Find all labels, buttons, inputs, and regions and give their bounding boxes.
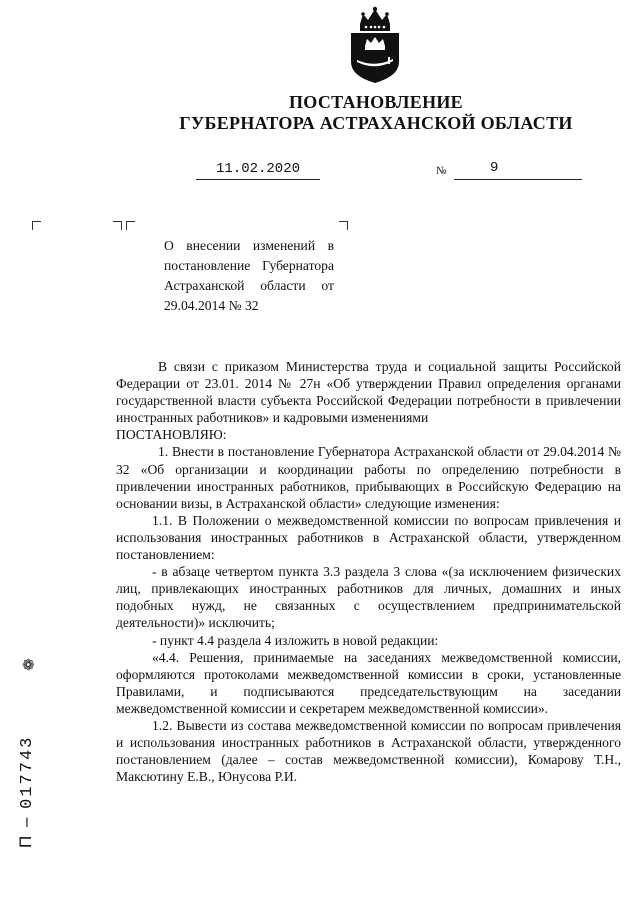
resolve-heading: ПОСТАНОВЛЯЮ: <box>116 427 227 443</box>
document-number: 9 <box>490 160 499 176</box>
paragraph-1-1: 1.1. В Положении о межведомственной комиссии по вопросам привлечения и использования иностранных работников в Астраханской области, утвержденном постановлением: <box>116 512 621 563</box>
margin-ornament-mark: ❁ <box>22 658 35 674</box>
issuer-title: ГУБЕРНАТОРА АСТРАХАНСКОЙ ОБЛАСТИ <box>179 113 573 133</box>
document-date: 11.02.2020 <box>215 161 300 177</box>
paragraph-1-1-c: «4.4. Решения, принимаемые на заседаниях межведомственной комиссии, оформляются протоколами межведомственной комиссии в сроки, установленные Правилами, и подписываются председательствующим на заседании межведомственной комиссии и секретарем межведомственной комиссии». <box>116 649 621 716</box>
serial-number: 017743 <box>18 735 37 809</box>
paragraph-1-1-a: - в абзаце четвертом пункта 3.3 раздела 3 слова «(за исключением физических лиц, привлекающих иностранных работников для личных, домашних и иных подобных нужд, не связанных с осуществлением предпринимательской деятельности)» исключить; <box>116 564 621 631</box>
coat-of-arms-emblem <box>346 6 404 84</box>
date-underline <box>196 179 320 180</box>
paragraph-1: 1. Внести в постановление Губернатора Астраханской области от 29.04.2014 № 32 «Об организации и координации работы по определению потребности в привлечении иностранных работников, прибывающих в Российскую Федерацию на основании визы, в Астраханской области» следующие изменения: <box>116 444 621 511</box>
corner-mark-top-left <box>32 221 41 230</box>
document-subject: О внесении изменений в постановление Губернатора Астраханской области от 29.04.2014 № 32 <box>164 238 334 313</box>
corner-mark-mid-left <box>126 221 135 230</box>
paragraph-1-1-b: - пункт 4.4 раздела 4 изложить в новой редакции: <box>152 632 439 648</box>
serial-number-stamp <box>14 648 38 848</box>
number-sign: № <box>436 165 447 177</box>
serial-prefix: П – <box>16 815 35 848</box>
corner-mark-mid-right <box>113 221 122 230</box>
document-body <box>116 358 621 785</box>
document-type-title: ПОСТАНОВЛЕНИЕ <box>289 92 463 112</box>
preamble-paragraph: В связи с приказом Министерства труда и социальной защиты Российской Федерации от 23.01. 2014 № 27н «Об утверждении Правил определения органами государственной власти субъекта Российской Федерации потребности в привлечении иностранных работников» и кадровыми изменениями <box>116 359 621 426</box>
number-underline <box>454 179 582 180</box>
corner-mark-top-right <box>339 221 348 230</box>
paragraph-1-2: 1.2. Вывести из состава межведомственной комиссии по вопросам привлечения и использования иностранных работников в Астраханской области, утвержденного постановлением (далее – состав межведомственной комиссии), Комарову Т.Н., Максютину Е.В., Юнусова Р.И. <box>116 717 621 785</box>
